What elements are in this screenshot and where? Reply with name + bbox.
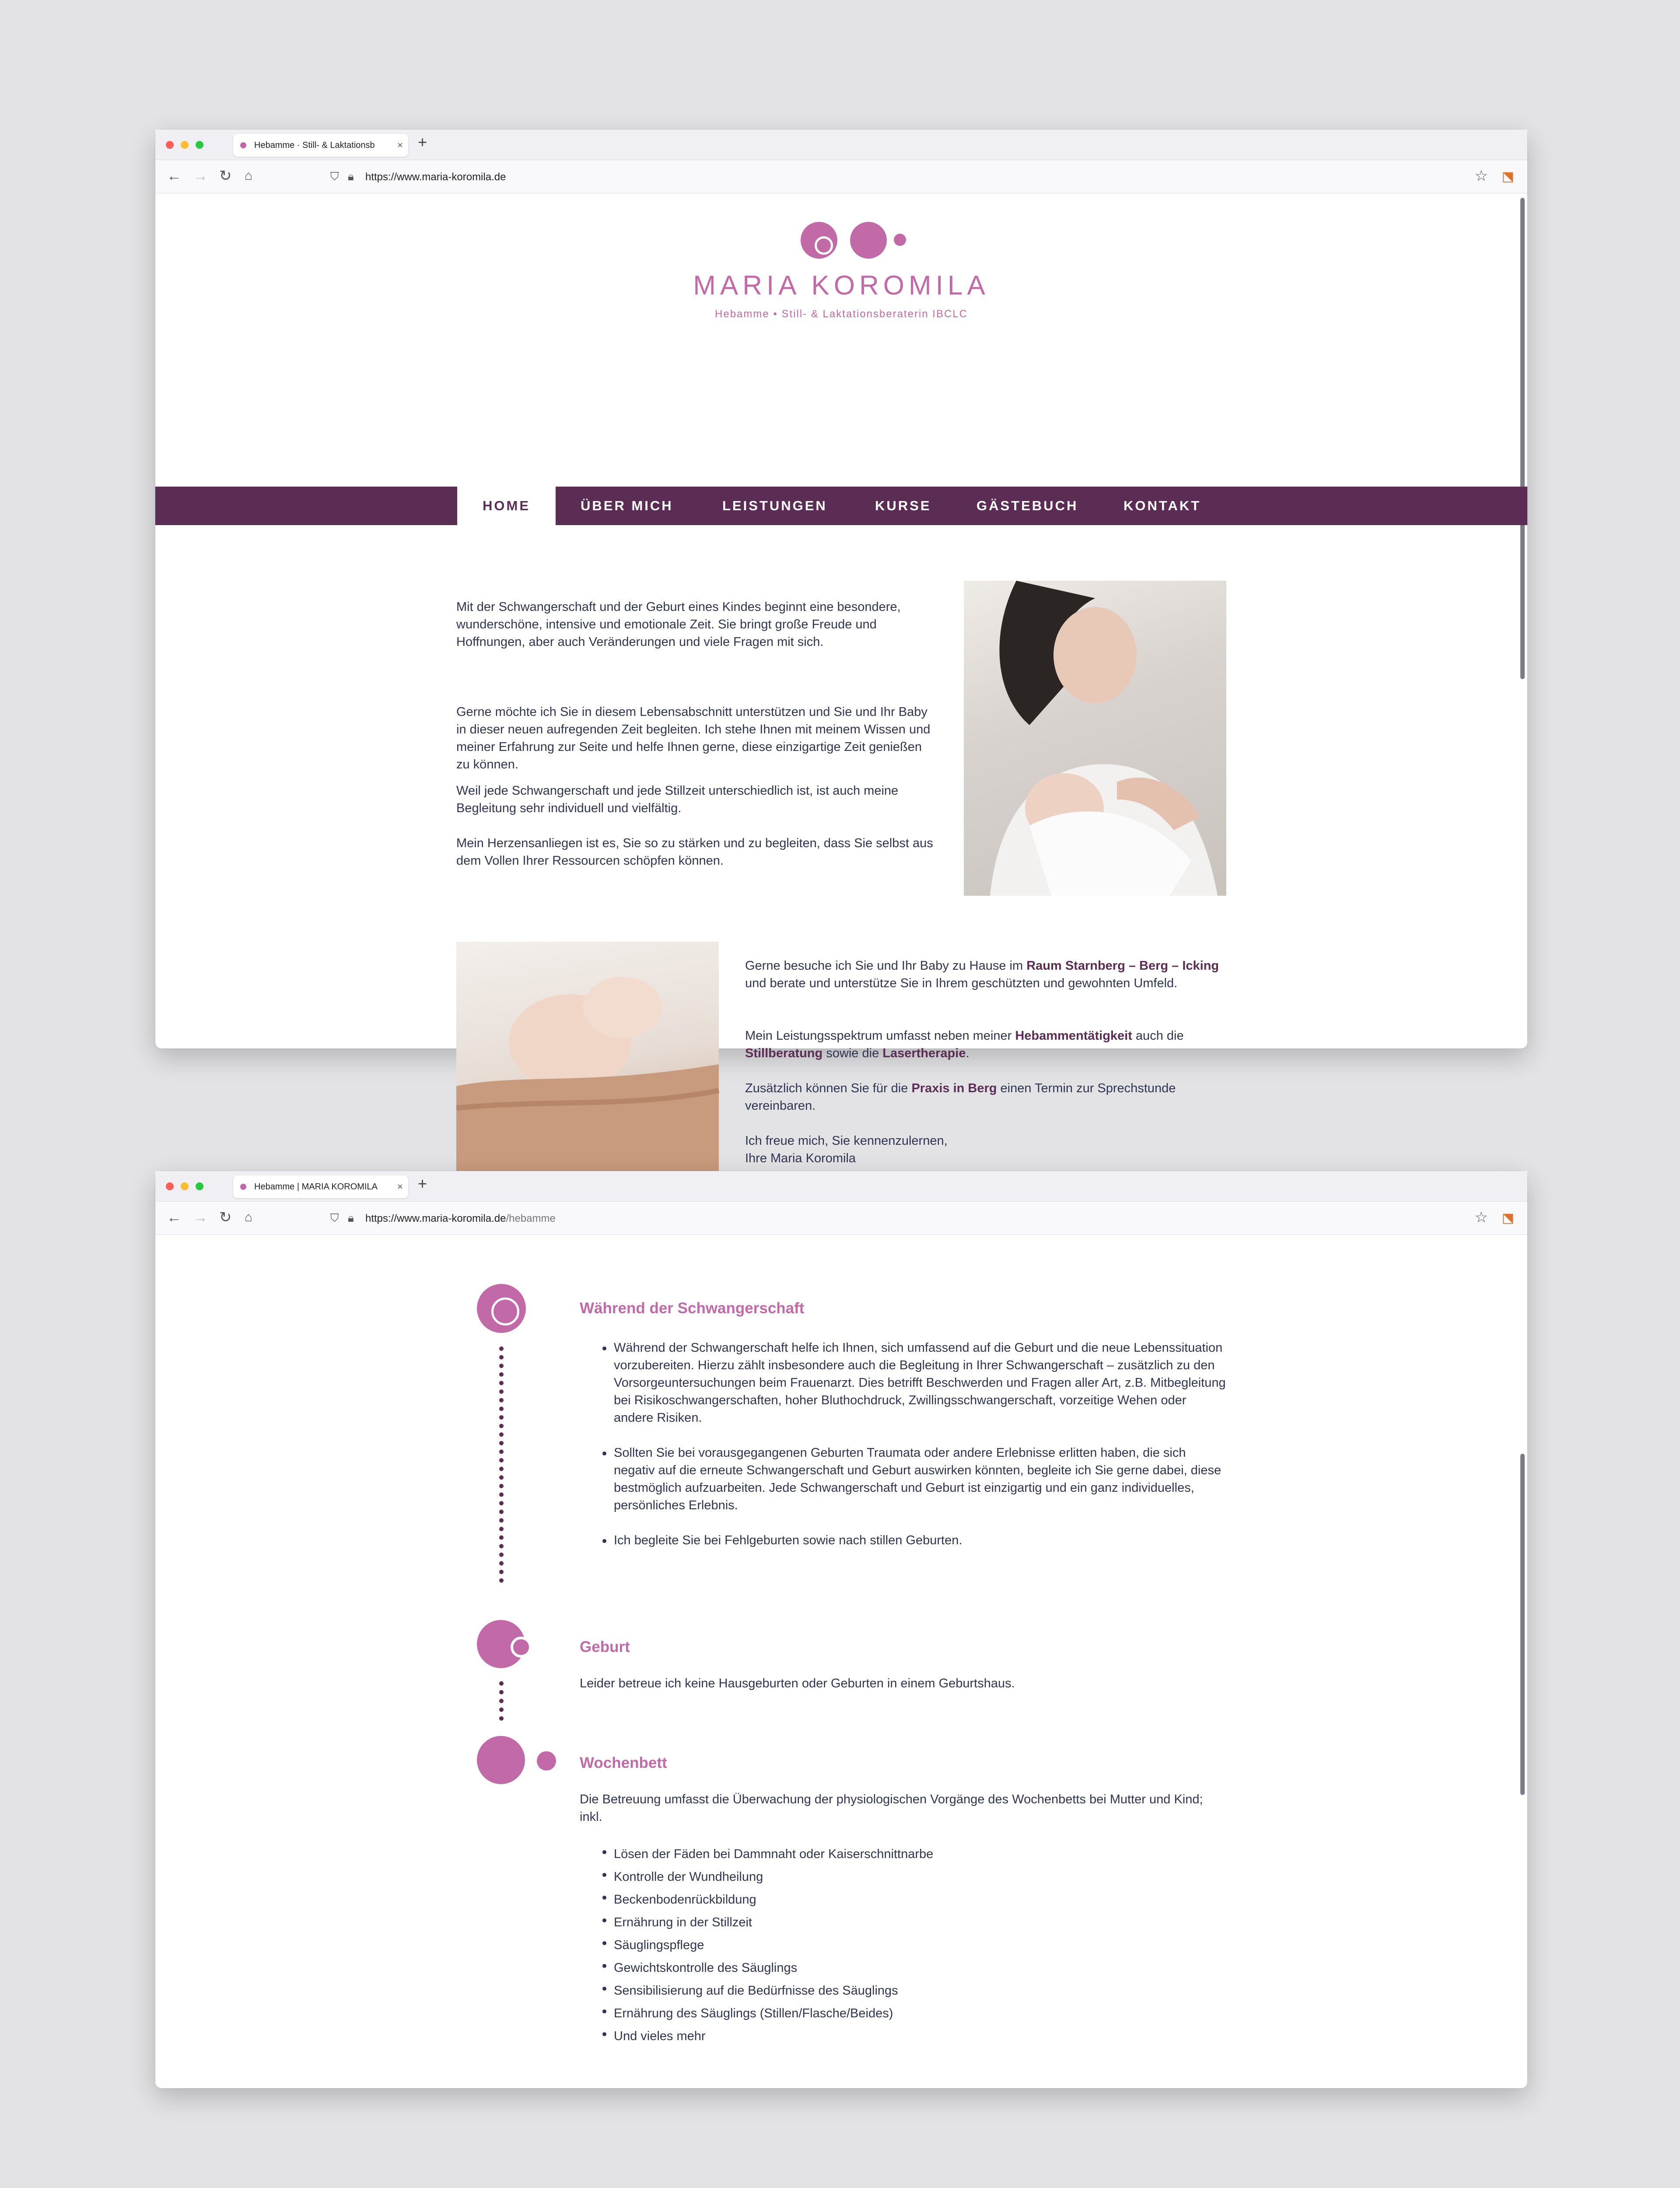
section-circle-inner <box>491 1297 519 1325</box>
section-circle-small <box>511 1637 532 1658</box>
minimize-window-button[interactable] <box>181 141 189 149</box>
section-circle-icon <box>477 1736 525 1784</box>
lock-icon[interactable]: 🔒︎ <box>348 1211 354 1224</box>
logo-circle-inner <box>815 236 833 255</box>
section-title-schwangerschaft: Während der Schwangerschaft <box>580 1300 805 1317</box>
tab-title: Hebamme | MARIA KOROMILA <box>254 1182 378 1192</box>
greeting-line-1: Ich freue mich, Sie kennenzulernen, <box>745 1134 948 1148</box>
section-circle-small <box>537 1751 556 1771</box>
nav-leistungen[interactable]: LEISTUNGEN <box>722 498 827 513</box>
tab-bar <box>155 130 1527 160</box>
shield-icon[interactable]: ⛉ <box>330 170 339 183</box>
brand-name: MARIA KOROMILA <box>693 270 990 301</box>
lock-icon[interactable]: 🔒︎ <box>348 170 354 183</box>
logo-circle-small <box>894 234 906 246</box>
list-item: Lösen der Fäden bei Dammnaht oder Kaiserschnittnarbe <box>598 1843 1228 1865</box>
close-window-button[interactable] <box>166 141 174 149</box>
new-tab-button[interactable]: + <box>418 133 427 151</box>
browser-tab[interactable] <box>233 134 408 157</box>
list-item: Beckenbodenrückbildung <box>598 1888 1228 1911</box>
mother-baby-photo <box>964 581 1226 896</box>
page-content <box>155 193 1527 1165</box>
forward-arrow-icon[interactable]: → <box>193 1209 208 1226</box>
favicon-icon <box>240 1184 246 1190</box>
baby-feet-photo <box>456 942 719 1178</box>
intro-paragraph-3: Weil jede Schwangerschaft und jede Stillzeit unterschiedlich ist, ist auch meine Begleitung sehr individuell und vielfältig. <box>456 784 899 815</box>
page-content <box>155 1235 1527 2088</box>
nav-home[interactable]: HOME <box>457 487 556 525</box>
back-arrow-icon[interactable]: ← <box>167 1209 182 1226</box>
extension-icon[interactable]: ⬔ <box>1502 169 1514 184</box>
address-bar-row <box>155 160 1527 193</box>
wochenbett-text: Die Betreuung umfasst die Überwachung der physiologischen Vorgänge des Wochenbetts bei Mutter und Kind; inkl. <box>580 1792 1203 1824</box>
new-tab-button[interactable]: + <box>418 1175 427 1192</box>
forward-arrow-icon[interactable]: → <box>193 168 208 184</box>
close-window-button[interactable] <box>166 1182 174 1190</box>
shield-icon[interactable]: ⛉ <box>330 1211 339 1224</box>
bookmark-star-icon[interactable]: ☆ <box>1474 168 1488 184</box>
list-item: Sensibilisierung auf die Bedürfnisse des Säuglings <box>598 1979 1228 2002</box>
mother-baby-illustration <box>964 581 1226 896</box>
nav-kurse[interactable]: KURSE <box>875 498 931 513</box>
tab-title: Hebamme · Still- & Laktationsb <box>254 140 375 150</box>
link-lasertherapie[interactable]: Lasertherapie <box>882 1046 966 1060</box>
baby-feet-illustration <box>456 942 719 1178</box>
link-hebammentaetigkeit[interactable]: Hebammentätigkeit <box>1015 1029 1132 1043</box>
timeline-dots <box>499 1681 504 1721</box>
list-item: Kontrolle der Wundheilung <box>598 1865 1228 1888</box>
link-praxis-berg[interactable]: Praxis in Berg <box>911 1081 997 1095</box>
browser-window-home <box>155 130 1527 1165</box>
scrollbar[interactable] <box>1520 1454 1525 1795</box>
list-item: Gewichtskontrolle des Säuglings <box>598 1957 1228 1979</box>
list-item: Ernährung in der Stillzeit <box>598 1911 1228 1934</box>
extension-icon[interactable]: ⬔ <box>1502 1211 1514 1225</box>
reload-icon[interactable]: ↻ <box>219 168 232 184</box>
main-navigation <box>155 487 1527 525</box>
list-item: Und vieles mehr <box>598 2025 1228 2048</box>
url-field[interactable]: https://www.maria-koromila.de <box>365 171 506 183</box>
logo-circle-mid <box>850 222 887 259</box>
nav-gaestebuch[interactable]: GÄSTEBUCH <box>976 498 1078 513</box>
home-visit-region: Raum Starnberg – Berg – Icking <box>1026 959 1219 973</box>
services-text: Mein Leistungsspektrum umfasst neben meiner Hebammentätigkeit auch die Stillberatung sowie die Lasertherapie. <box>745 1029 1184 1060</box>
home-icon[interactable]: ⌂ <box>245 168 253 183</box>
address-bar-row <box>155 1202 1527 1235</box>
greeting-line-2: Ihre Maria Koromila <box>745 1151 856 1165</box>
list-item: Ernährung des Säuglings (Stillen/Flasche/Beides) <box>598 2002 1228 2025</box>
list-item: Säuglingspflege <box>598 1934 1228 1957</box>
schwangerschaft-list <box>598 1339 1228 1549</box>
back-arrow-icon[interactable]: ← <box>167 168 182 184</box>
geburt-text: Leider betreue ich keine Hausgeburten oder Geburten in einem Geburtshaus. <box>580 1676 1015 1690</box>
section-title-geburt: Geburt <box>580 1638 630 1655</box>
link-stillberatung[interactable]: Stillberatung <box>745 1046 823 1060</box>
minimize-window-button[interactable] <box>181 1182 189 1190</box>
brand-subtitle: Hebamme • Still- & Laktationsberaterin IBCLC <box>715 308 968 320</box>
intro-paragraph-4: Mein Herzensanliegen ist es, Sie so zu stärken und zu begleiten, dass Sie selbst aus dem Vollen Ihrer Ressourcen schöpfen können. <box>456 836 933 868</box>
url-field[interactable]: https://www.maria-koromila.de/hebamme <box>365 1213 556 1224</box>
wochenbett-list <box>598 1843 1228 2048</box>
nav-ueber-mich[interactable]: ÜBER MICH <box>581 498 673 513</box>
timeline-dots <box>499 1346 504 1583</box>
close-tab-icon[interactable]: × <box>397 1181 403 1192</box>
maximize-window-button[interactable] <box>196 141 203 149</box>
list-item: Ich begleite Sie bei Fehlgeburten sowie nach stillen Geburten. <box>598 1532 1228 1549</box>
browser-window-hebamme <box>155 1171 1527 2088</box>
section-title-wochenbett: Wochenbett <box>580 1754 667 1771</box>
home-visit-text: Gerne besuche ich Sie und Ihr Baby zu Hause im Raum Starnberg – Berg – Icking und berate und unterstütze Sie in Ihrem geschützten und gewohnten Umfeld. <box>745 959 1219 990</box>
nav-kontakt[interactable]: KONTAKT <box>1124 498 1201 513</box>
home-icon[interactable]: ⌂ <box>245 1210 253 1224</box>
praxis-text: Zusätzlich können Sie für die Praxis in Berg einen Termin zur Sprechstunde vereinbaren. <box>745 1081 1176 1113</box>
browser-tab[interactable] <box>233 1175 408 1198</box>
bookmark-star-icon[interactable]: ☆ <box>1474 1209 1488 1226</box>
list-item: Während der Schwangerschaft helfe ich Ihnen, sich umfassend auf die Geburt und die neue Lebenssituation vorzubereiten. Hierzu zählt insbesondere auch die Begleitung in Ihrer Schwangerschaft – zusätzlich zu den Vorsorgeuntersuchungen beim Frauenarzt. Dies betrifft Beschwerden und Fragen aller Art, z.B. Mitbegleitung bei Risikoschwangerschaften, hoher Bluthochdruck, Zwillingsschwangerschaft, vorzeitige Wehen oder andere Risiken. <box>598 1339 1228 1427</box>
tab-bar <box>155 1171 1527 1202</box>
favicon-icon <box>240 142 246 148</box>
close-tab-icon[interactable]: × <box>397 140 403 151</box>
list-item: Sollten Sie bei vorausgegangenen Geburten Traumata oder andere Erlebnisse erlitten haben, die sich negativ auf die erneute Schwangerschaft und Geburt auswirken könnten, begleite ich Sie gerne dabei, diese bestmöglich aufzuarbeiten. Jede Schwangerschaft und Geburt ist einzigartig und ein ganz individuelles, persönliches Erlebnis. <box>598 1444 1228 1514</box>
reload-icon[interactable]: ↻ <box>219 1209 232 1226</box>
intro-paragraph-2: Gerne möchte ich Sie in diesem Lebensabschnitt unterstützen und Sie und Ihr Baby in dieser neuen aufregenden Zeit begleiten. Ich stehe Ihnen mit meinem Wissen und meiner Erfahrung zur Seite und helfe Ihnen gerne, diese einzigartige Zeit genießen zu können. <box>456 705 931 771</box>
maximize-window-button[interactable] <box>196 1182 203 1190</box>
intro-paragraph-1: Mit der Schwangerschaft und der Geburt eines Kindes beginnt eine besondere, wunderschöne, intensive und emotionale Zeit. Sie bringt große Freude und Hoffnungen, aber auch Veränderungen und viele Fragen mit sich. <box>456 600 901 649</box>
